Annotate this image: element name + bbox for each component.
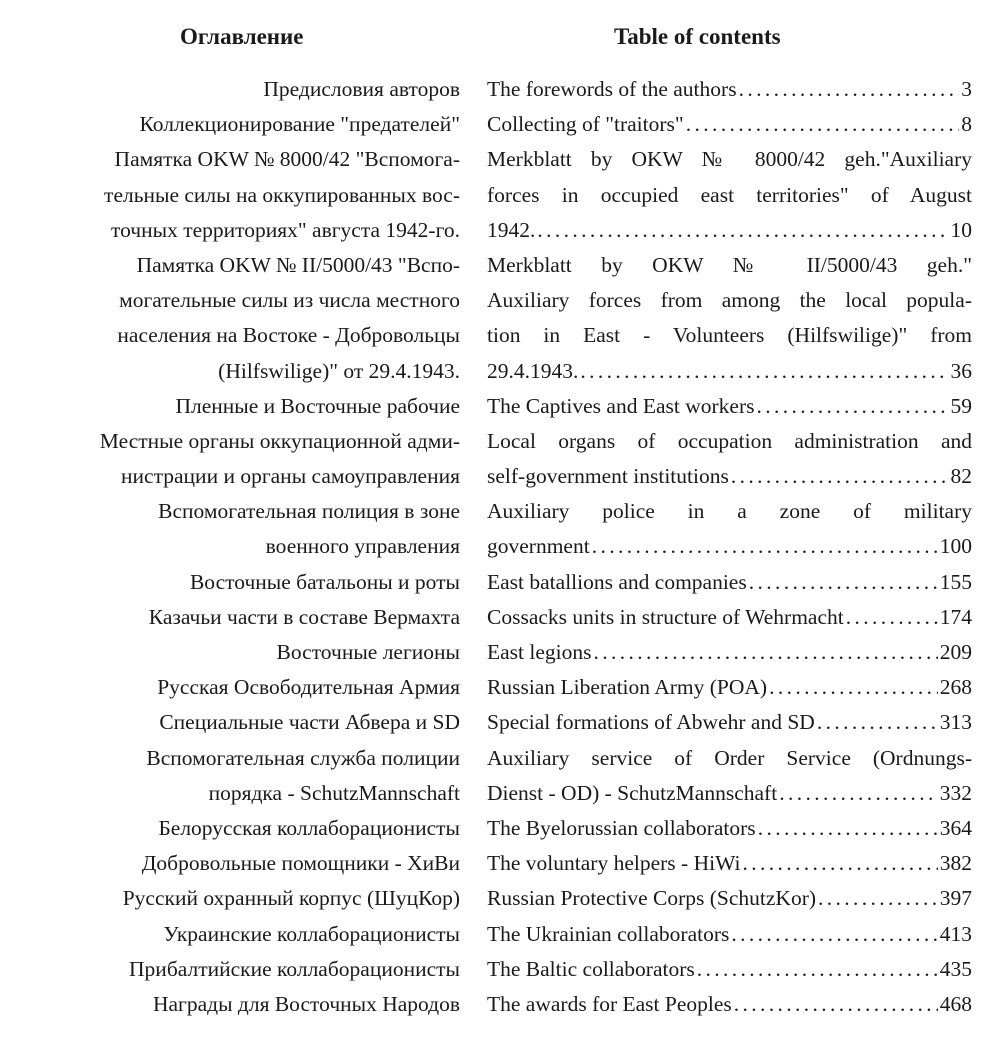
page-number[interactable]: 155: [939, 569, 972, 594]
russian-title: [0, 494, 460, 564]
page-number[interactable]: 82: [950, 464, 972, 489]
russian-title-line: (Hilfswilige)" от 29.4.1943.: [218, 358, 460, 383]
russian-title-line: Восточные легионы: [276, 640, 460, 664]
toc-entry[interactable]: [0, 107, 1000, 142]
russian-title: [0, 811, 460, 846]
page-number[interactable]: 3: [961, 77, 972, 101]
russian-title: [0, 846, 460, 881]
russian-title-line: Вспомогательная служба полиции: [146, 745, 460, 770]
page-number[interactable]: 364: [939, 815, 972, 840]
toc-entry[interactable]: [0, 494, 1000, 564]
page-number[interactable]: 268: [939, 675, 972, 700]
toc-entry[interactable]: [0, 987, 1000, 1022]
english-title: [487, 846, 972, 881]
english-title-line: 29.4.1943.: [487, 358, 579, 383]
english-title-line: The voluntary helpers - HiWi: [487, 851, 741, 876]
toc-entry[interactable]: [0, 600, 1000, 635]
russian-title: [0, 72, 460, 107]
toc-entry[interactable]: [0, 248, 1000, 389]
english-title-last-line: [487, 881, 972, 916]
dot-leader: [594, 635, 938, 670]
russian-title: [0, 917, 460, 952]
page-number[interactable]: 413: [939, 921, 972, 946]
english-title-line: East legions: [487, 640, 592, 664]
english-title: [487, 917, 972, 952]
page-number[interactable]: 435: [939, 956, 972, 981]
english-title-line: Auxiliary forces from among the local popula-: [487, 288, 972, 313]
russian-title-line: Памятка OKW № 8000/42 "Вспомога-: [114, 147, 460, 172]
toc-entry[interactable]: [0, 846, 1000, 881]
english-title-line: The Byelorussian collaborators: [487, 815, 756, 840]
toc-entry[interactable]: [0, 705, 1000, 740]
toc-entry[interactable]: [0, 565, 1000, 600]
page-number[interactable]: 174: [939, 604, 972, 629]
dot-leader: [686, 107, 960, 142]
english-title-last-line: [487, 670, 972, 705]
dot-leader: [758, 811, 938, 846]
dot-leader: [756, 389, 948, 424]
page-number[interactable]: 313: [939, 710, 972, 735]
russian-title-line: Специальные части Абвера и SD: [159, 710, 460, 735]
toc-entry[interactable]: [0, 670, 1000, 705]
heading-russian: Оглавление: [180, 24, 304, 49]
toc-entry[interactable]: [0, 917, 1000, 952]
page-number[interactable]: 10: [950, 217, 972, 242]
english-title: [487, 494, 972, 564]
english-title-last-line: [487, 600, 972, 635]
english-title: [487, 635, 972, 670]
english-title-line: Russian Liberation Army (POA): [487, 675, 768, 700]
english-title-line: Dienst - OD) - SchutzMannschaft: [487, 780, 778, 805]
page-number[interactable]: 8: [961, 112, 972, 137]
russian-title-line: нистрации и органы самоуправления: [121, 464, 460, 489]
dot-leader: [697, 952, 938, 987]
dot-leader: [846, 600, 938, 635]
english-title: [487, 389, 972, 424]
dot-leader: [580, 354, 948, 389]
russian-title-line: Памятка OKW № II/5000/43 "Вспо-: [136, 252, 460, 277]
english-title-line: The Captives and East workers: [487, 393, 755, 418]
page-number[interactable]: 382: [939, 851, 972, 876]
english-title-line: East batallions and companies: [487, 569, 747, 594]
page-number[interactable]: 209: [939, 640, 972, 664]
english-title-last-line: [487, 107, 972, 142]
english-title-line: The awards for East Peoples: [487, 991, 732, 1016]
english-title: [487, 741, 972, 811]
english-title-last-line: [487, 389, 972, 424]
english-title-last-line: [487, 635, 972, 670]
english-title-line: self-government institutions: [487, 464, 729, 489]
english-title-last-line: [487, 354, 972, 389]
russian-title: [0, 670, 460, 705]
english-title-last-line: [487, 705, 972, 740]
english-title-line: The Baltic collaborators: [487, 956, 695, 981]
page-number[interactable]: 100: [939, 534, 972, 559]
english-title: [487, 565, 972, 600]
dot-leader: [769, 670, 938, 705]
english-title: [487, 600, 972, 635]
english-title-line: Russian Protective Corps (SchutzKor): [487, 886, 817, 911]
dot-leader: [731, 917, 937, 952]
table-of-contents: [0, 72, 1000, 1022]
english-title: [487, 987, 972, 1022]
english-title-line: government: [487, 534, 590, 559]
toc-entry[interactable]: [0, 741, 1000, 811]
dot-leader: [734, 987, 938, 1022]
english-title-line: The forewords of the authors: [487, 77, 737, 101]
russian-title: [0, 389, 460, 424]
russian-title: [0, 705, 460, 740]
russian-title: [0, 952, 460, 987]
english-title: [487, 107, 972, 142]
english-title-last-line: [487, 987, 972, 1022]
english-title: [487, 670, 972, 705]
russian-title-line: Украинские коллаборационисты: [163, 921, 460, 946]
russian-title-line: Коллекционирование "предателей": [139, 112, 460, 137]
dot-leader: [817, 705, 938, 740]
dot-leader: [818, 881, 938, 916]
russian-title: [0, 635, 460, 670]
russian-title: [0, 600, 460, 635]
russian-title: [0, 248, 460, 389]
page-number[interactable]: 59: [950, 393, 972, 418]
page-number[interactable]: 468: [939, 991, 972, 1016]
russian-title-line: порядка - SchutzMannschaft: [208, 780, 460, 805]
toc-entry[interactable]: [0, 72, 1000, 107]
russian-title-line: Вспомогательная полиция в зоне: [158, 499, 460, 524]
english-title-last-line: [487, 459, 972, 494]
english-title-line: The Ukrainian collaborators: [487, 921, 730, 946]
english-title-line: tion in East - Volunteers (Hilfswilige)" from: [487, 323, 972, 348]
toc-entry[interactable]: [0, 389, 1000, 424]
page-number[interactable]: 36: [950, 358, 972, 383]
heading-english: Table of contents: [614, 24, 781, 49]
english-title: [487, 142, 972, 248]
toc-entry[interactable]: [0, 952, 1000, 987]
english-title-line: Special formations of Abwehr and SD: [487, 710, 815, 735]
english-title-last-line: [487, 776, 972, 811]
english-title-line: forces in occupied east territories" of August: [487, 182, 972, 207]
dot-leader: [739, 72, 960, 107]
page-number[interactable]: 332: [939, 780, 972, 805]
english-title-line: Merkblatt by OKW № 8000/42 geh."Auxiliary: [487, 147, 972, 172]
english-title-last-line: [487, 811, 972, 846]
russian-title-line: Предисловия авторов: [263, 77, 460, 101]
english-title: [487, 952, 972, 987]
russian-title-line: военного управления: [265, 534, 460, 559]
toc-entry[interactable]: [0, 881, 1000, 916]
english-title-last-line: [487, 917, 972, 952]
english-title-line: Local organs of occupation administration and: [487, 428, 972, 453]
english-title-last-line: [487, 846, 972, 881]
english-title-last-line: [487, 529, 972, 564]
russian-title: [0, 987, 460, 1022]
russian-title-line: могательные силы из числа местного: [119, 288, 460, 313]
toc-entry[interactable]: [0, 142, 1000, 248]
russian-title-line: точных территориях" августа 1942-го.: [111, 217, 460, 242]
russian-title-line: Пленные и Восточные рабочие: [175, 393, 460, 418]
russian-title: [0, 424, 460, 494]
english-title: [487, 424, 972, 494]
english-title-last-line: [487, 952, 972, 987]
english-title-last-line: [487, 72, 972, 107]
russian-title: [0, 741, 460, 811]
russian-title-line: тельные силы на оккупированных вос-: [104, 182, 460, 207]
dot-leader: [537, 213, 948, 248]
toc-entry[interactable]: [0, 424, 1000, 494]
english-title-line: Cossacks units in structure of Wehrmacht: [487, 604, 844, 629]
russian-title: [0, 565, 460, 600]
english-title: [487, 705, 972, 740]
russian-title-line: Добровольные помощники - ХиВи: [141, 851, 460, 876]
dot-leader: [592, 529, 938, 564]
russian-title-line: Белорусская коллаборационисты: [158, 815, 460, 840]
english-title-line: 1942.: [487, 217, 536, 242]
english-title: [487, 248, 972, 389]
dot-leader: [749, 565, 938, 600]
english-title-line: Auxiliary police in a zone of military: [487, 499, 972, 524]
russian-title-line: Казачьи части в составе Вермахта: [148, 604, 460, 629]
english-title: [487, 72, 972, 107]
toc-entry[interactable]: [0, 811, 1000, 846]
english-title-line: Auxiliary service of Order Service (Ordnungs-: [487, 745, 972, 770]
dot-leader: [731, 459, 949, 494]
russian-title-line: Русский охранный корпус (ШуцКор): [122, 886, 460, 911]
toc-entry[interactable]: [0, 635, 1000, 670]
english-title-last-line: [487, 565, 972, 600]
russian-title-line: Награды для Восточных Народов: [152, 991, 460, 1016]
russian-title: [0, 107, 460, 142]
english-title: [487, 811, 972, 846]
english-title-last-line: [487, 213, 972, 248]
russian-title-line: Местные органы оккупационной адми-: [99, 428, 460, 453]
page-number[interactable]: 397: [939, 886, 972, 911]
russian-title-line: Восточные батальоны и роты: [189, 569, 460, 594]
dot-leader: [779, 776, 938, 811]
russian-title-line: Русская Освободительная Армия: [157, 675, 460, 700]
russian-title: [0, 881, 460, 916]
english-title: [487, 881, 972, 916]
dot-leader: [742, 846, 937, 881]
english-title-line: Merkblatt by OKW № II/5000/43 geh.": [487, 252, 972, 277]
english-title-line: Collecting of "traitors": [487, 112, 684, 137]
russian-title-line: Прибалтийские коллаборационисты: [129, 956, 460, 981]
russian-title: [0, 142, 460, 248]
russian-title-line: населения на Востоке - Добровольцы: [117, 323, 460, 348]
